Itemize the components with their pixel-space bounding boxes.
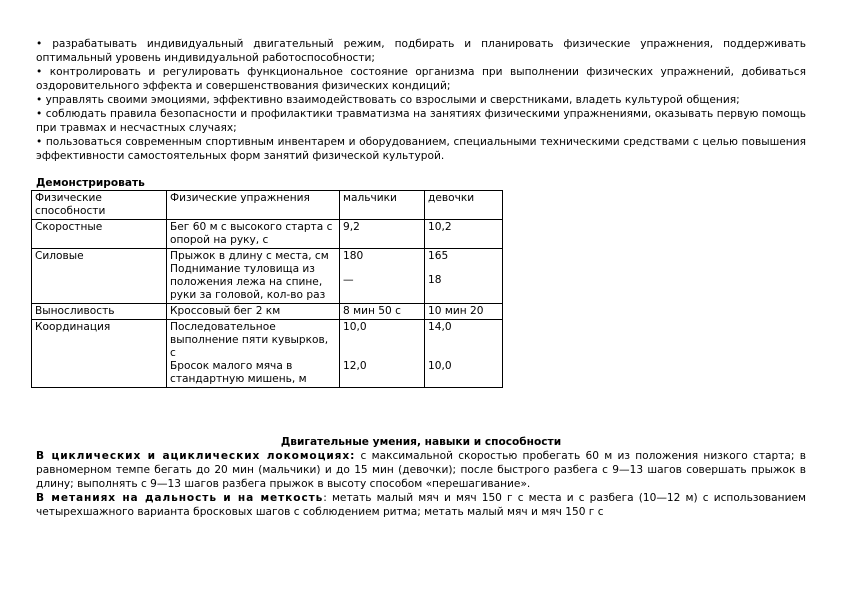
exercise-text: Кроссовый бег 2 км — [170, 305, 281, 317]
exercise-text: Поднимание туловища из положения лежа на спине, руки за головой, кол-во раз — [170, 263, 326, 301]
boys-value: 9,2 — [343, 221, 360, 233]
girls-cell — [425, 249, 503, 304]
girls-cell — [425, 320, 503, 388]
girls-value: 14,0 — [428, 321, 452, 333]
ability-cell: Выносливость — [32, 304, 167, 320]
table-row — [32, 304, 503, 320]
exercise-text: Бросок малого мяча в стандартную мишень, м — [170, 360, 307, 385]
bullet-item: • управлять своими эмоциями, эффективно взаимодействовать со взрослыми и сверстниками, владеть культурой общения; — [36, 94, 740, 106]
girls-value: 18 — [428, 274, 442, 286]
bullet-item: • контролировать и регулировать функциональное состояние организма при выполнении физических упражнений, добиваться оздоровительного эффекта и совершенствования физических кондиций; — [36, 66, 806, 92]
exercise-text: Прыжок в длину с места, см — [170, 250, 329, 262]
girls-cell — [425, 304, 503, 320]
exercise-cell — [167, 320, 340, 388]
skills-section — [36, 449, 806, 519]
header-cell: Физические способности — [32, 191, 167, 220]
bullet-item: • разрабатывать индивидуальный двигательный режим, подбирать и планировать физические упражнения, поддерживать оптимальный уровень индивидуальной работоспособности; — [36, 38, 806, 64]
skills-paragraph — [36, 491, 806, 519]
boys-value: 180 — [343, 250, 364, 262]
exercise-cell — [167, 249, 340, 304]
header-cell: мальчики — [340, 191, 425, 220]
boys-cell — [340, 304, 425, 320]
exercise-cell — [167, 220, 340, 249]
boys-cell — [340, 220, 425, 249]
skills-paragraph — [36, 449, 806, 491]
exercise-text: Последовательное выполнение пяти кувырков, с — [170, 321, 329, 359]
skills-text: с максимальной скоростью пробегать 60 м из положения низкого старта; в равномерном темпе бегать до 20 мин (мальчики) и до 15 мин (девочки); после быстрого разбега с 9—13 шагов совершать прыжок в длину; выполнять с 9—13 шагов разбега прыжок в высоту способом «перешагивание». — [36, 450, 806, 490]
bullet-item: • пользоваться современным спортивным инвентарем и оборудованием, специальными техническими средствами с целью повышения эффективности самостоятельных форм занятий физической культурой. — [36, 136, 806, 162]
header-cell: девочки — [425, 191, 503, 220]
girls-cell — [425, 220, 503, 249]
table-header-row — [32, 191, 503, 220]
girls-value: 10,2 — [428, 221, 452, 233]
bullet-list — [36, 37, 806, 163]
boys-cell — [340, 249, 425, 304]
table-row — [32, 320, 503, 388]
exercise-text: Бег 60 м с высокого старта с опорой на руку, с — [170, 221, 333, 246]
ability-cell: Силовые — [32, 249, 167, 304]
ability-cell: Координация — [32, 320, 167, 388]
boys-cell — [340, 320, 425, 388]
skills-lead: В метаниях на дальность и на меткость — [36, 492, 324, 504]
table-row — [32, 220, 503, 249]
girls-value: 10,0 — [428, 360, 452, 372]
girls-value: 165 — [428, 250, 449, 262]
ability-cell: Скоростные — [32, 220, 167, 249]
exercise-cell — [167, 304, 340, 320]
skills-text: : метать малый мяч и мяч 150 г с места и с разбега (10—12 м) с использованием четырехшажного варианта бросковых шагов с соблюдением ритма; метать малый мяч и мяч 150 г с — [36, 492, 806, 518]
skills-lead: В циклических и ациклических локомоциях: — [36, 450, 356, 462]
girls-value: 10 мин 20 — [428, 305, 484, 317]
boys-value: — — [343, 274, 354, 286]
bullet-item: • соблюдать правила безопасности и профилактики травматизма на занятиях физическими упражнениями, оказывать первую помощь при травмах и несчастных случаях; — [36, 108, 806, 134]
boys-value: 12,0 — [343, 360, 367, 372]
header-cell: Физические упражнения — [167, 191, 340, 220]
skills-heading: Двигательные умения, навыки и способности — [280, 436, 562, 448]
demonstrate-heading: Демонстрировать — [36, 177, 145, 189]
boys-value: 10,0 — [343, 321, 367, 333]
standards-table — [31, 190, 503, 388]
boys-value: 8 мин 50 с — [343, 305, 401, 317]
table-row — [32, 249, 503, 304]
